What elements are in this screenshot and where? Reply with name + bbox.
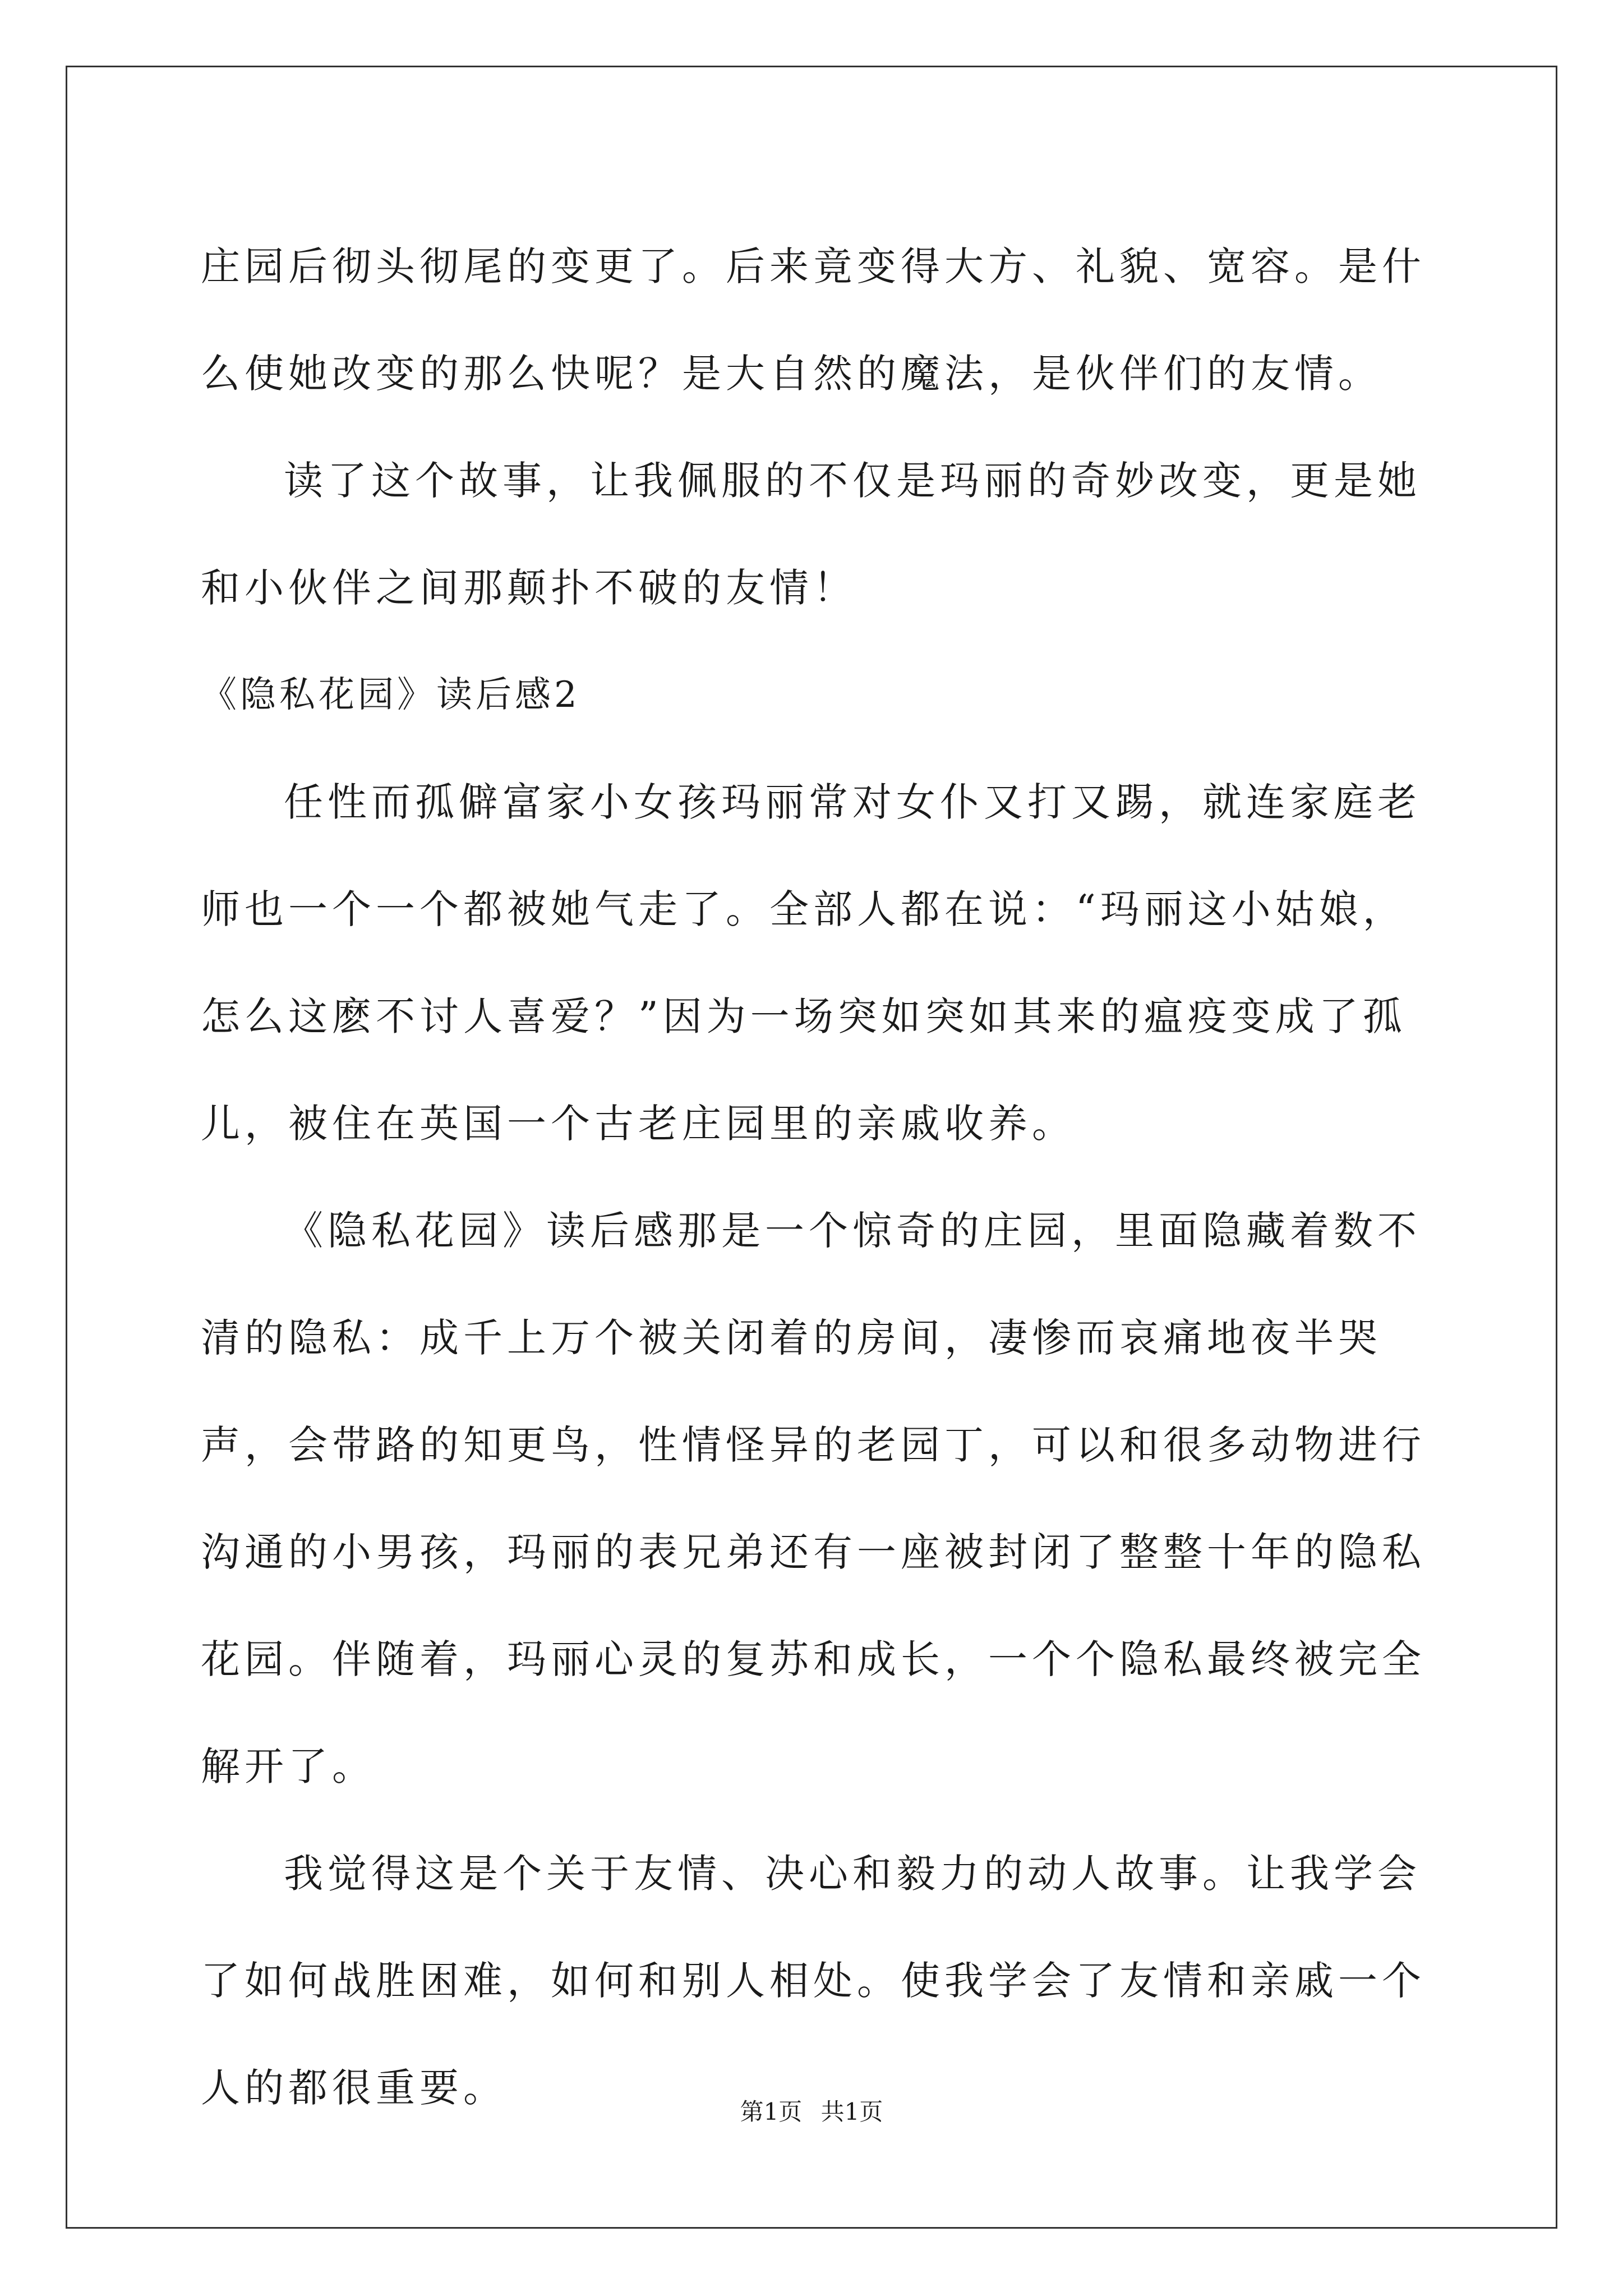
page-number: 第1页 xyxy=(740,2098,803,2125)
paragraph-1: 庄园后彻头彻尾的变更了。后来竟变得大方、礼貌、宽容。是什么使她改变的那么快呢？是大自然的魔法，是伙伴们的友情。 xyxy=(201,243,1426,397)
section-heading: 《隐私花园》读后感2 xyxy=(201,674,580,716)
paragraph-5: 我觉得这是个关于友情、决心和毅力的动人故事。让我学会了如何战胜困难，如何和别人相处。使我学会了友情和亲戚一个人的都很重要。 xyxy=(201,1851,1426,2111)
document-body xyxy=(201,213,1435,2142)
paragraph-4: 《隐私花园》读后感那是一个惊奇的庄园，里面隐藏着数不清的隐私：成千上万个被关闭着的房间，凄惨而哀痛地夜半哭声，会带路的知更鸟，性情怪异的老园丁，可以和很多动物进行沟通的小男孩，玛丽的表兄弟还有一座被封闭了整整十年的隐私花园。伴随着，玛丽心灵的复苏和成长，一个个隐私最终被完全解开了。 xyxy=(201,1208,1426,1789)
paragraph-2: 读了这个故事，让我佩服的不仅是玛丽的奇妙改变，更是她和小伙伴之间那颠扑不破的友情！ xyxy=(201,458,1421,611)
paragraph-3: 任性而孤僻富家小女孩玛丽常对女仆又打又踢，就连家庭老师也一个一个都被她气走了。全部人都在说：“玛丽这小姑娘，怎么这麽不讨人喜爱？”因为一场突如突如其来的瘟疫变成了孤儿，被住在英国一个古老庄园里的亲戚收养。 xyxy=(201,779,1421,1147)
page-footer xyxy=(0,2095,1623,2129)
page-total: 共1页 xyxy=(820,2098,883,2125)
